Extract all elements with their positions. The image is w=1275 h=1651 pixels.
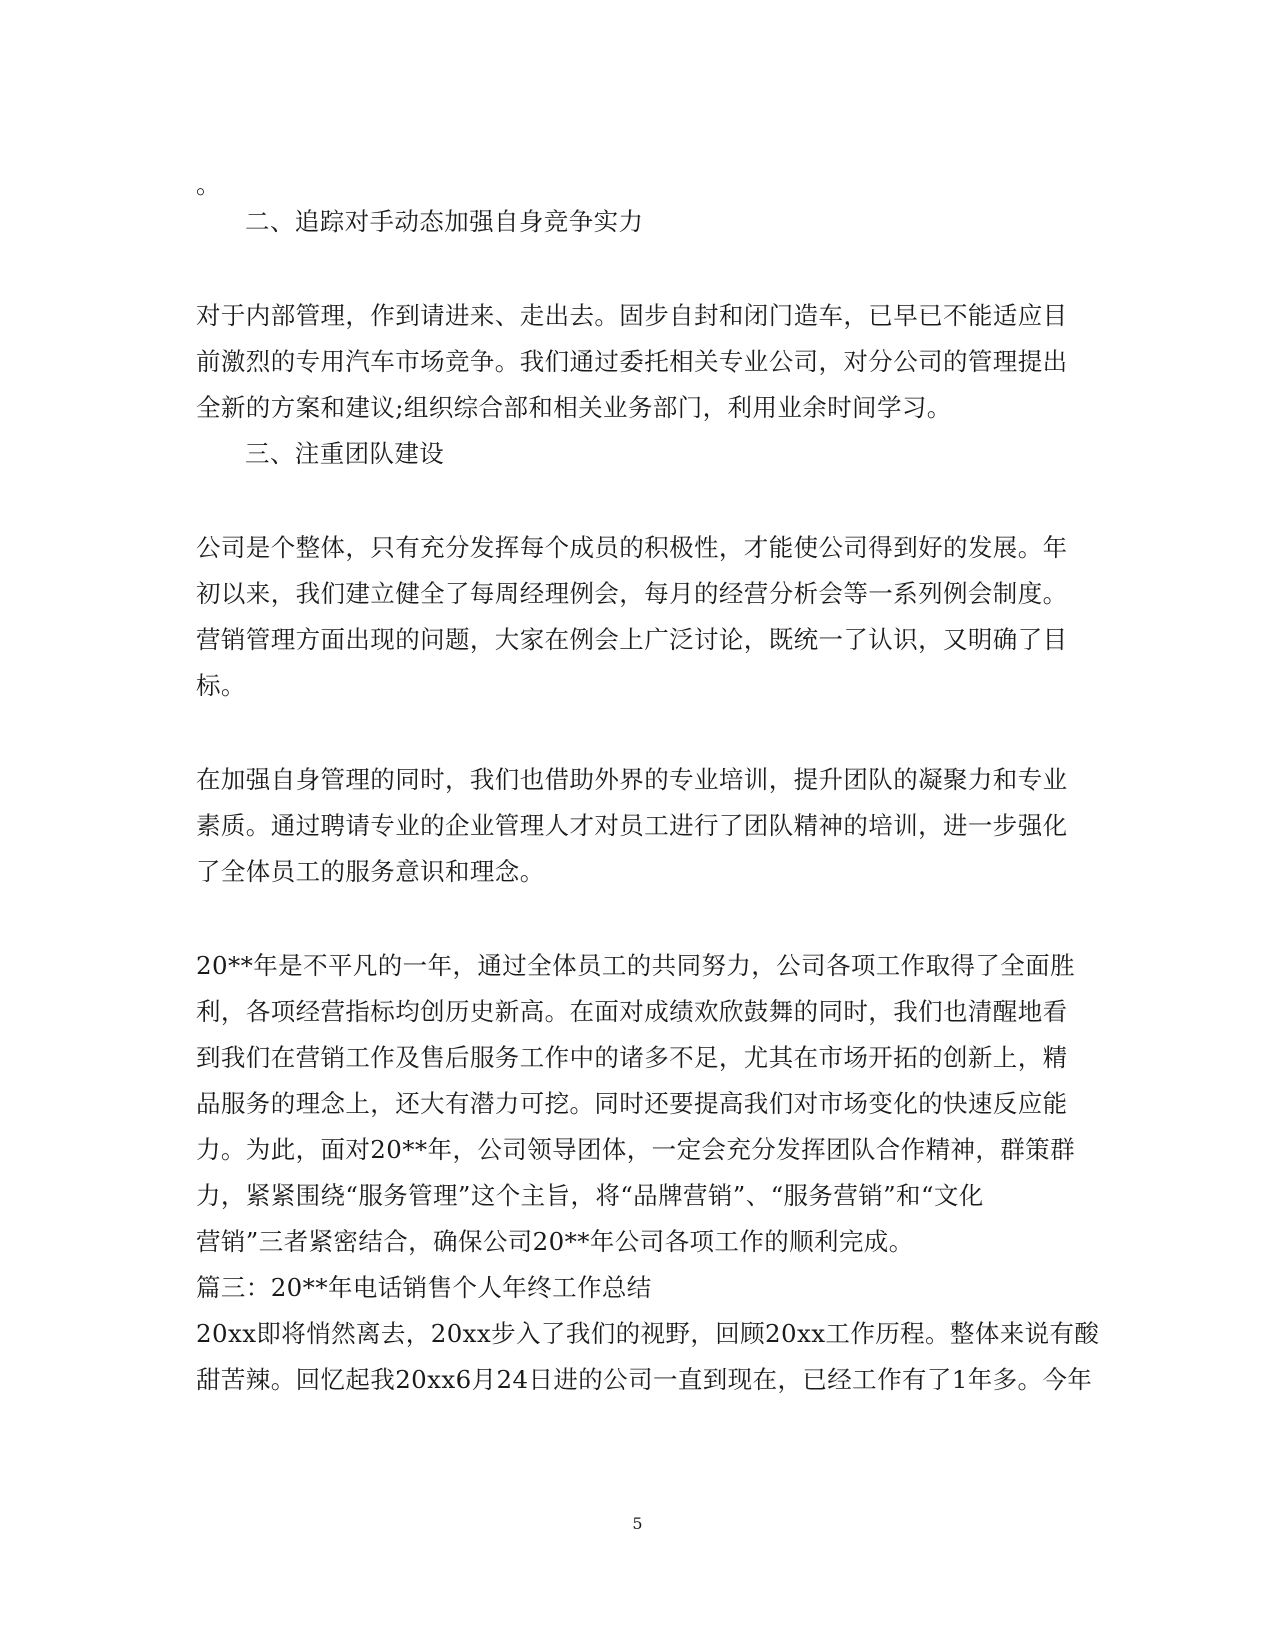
- text-line: 初以来，我们建立健全了每周经理例会，每月的经营分析会等一系列例会制度。: [196, 579, 1068, 608]
- text-line: 到我们在营销工作及售后服务工作中的诸多不足，尤其在市场开拓的创新上，精: [196, 1043, 1068, 1072]
- text-line: 营销管理方面出现的问题，大家在例会上广泛讨论，既统一了认识，又明确了目: [196, 625, 1068, 654]
- page-number: 5: [632, 1514, 643, 1533]
- text-line: 公司是个整体，只有充分发挥每个成员的积极性，才能使公司得到好的发展。年: [196, 533, 1068, 562]
- text-line: 力，紧紧围绕“服务管理”这个主旨，将“品牌营销”、“服务营销”和“文化: [196, 1181, 984, 1210]
- section-heading: 三、注重团队建设: [245, 439, 445, 468]
- section-heading: 二、追踪对手动态加强自身竞争实力: [245, 207, 644, 236]
- text-line: 利，各项经营指标均创历史新高。在面对成绩欢欣鼓舞的同时，我们也清醒地看: [196, 997, 1068, 1026]
- text-line: 营销”三者紧密结合，确保公司20**年公司各项工作的顺利完成。: [196, 1227, 914, 1256]
- text-line: 标。: [196, 671, 246, 700]
- text-line: 素质。通过聘请专业的企业管理人才对员工进行了团队精神的培训，进一步强化: [196, 811, 1068, 840]
- text-line: 甜苦辣。回忆起我20xx6月24日进的公司一直到现在，已经工作有了1年多。今年: [196, 1365, 1093, 1394]
- text-line: 了全体员工的服务意识和理念。: [196, 857, 545, 886]
- text-line: 在加强自身管理的同时，我们也借助外界的专业培训，提升团队的凝聚力和专业: [196, 765, 1068, 794]
- text-line: 20xx即将悄然离去，20xx步入了我们的视野，回顾20xx工作历程。整体来说有酸: [196, 1319, 1100, 1348]
- text-line: 前激烈的专用汽车市场竞争。我们通过委托相关专业公司，对分公司的管理提出: [196, 347, 1068, 376]
- section-title: 篇三：20**年电话销售个人年终工作总结: [196, 1273, 652, 1302]
- text-line: 品服务的理念上，还大有潜力可挖。同时还要提高我们对市场变化的快速反应能: [196, 1089, 1068, 1118]
- text-line: 20**年是不平凡的一年，通过全体员工的共同努力，公司各项工作取得了全面胜: [196, 951, 1075, 980]
- text-line: 力。为此，面对20**年，公司领导团体，一定会充分发挥团队合作精神，群策群: [196, 1135, 1075, 1164]
- text-line: 全新的方案和建议;组织综合部和相关业务部门，利用业余时间学习。: [196, 393, 952, 422]
- text-line: 。: [196, 170, 221, 199]
- text-line: 对于内部管理，作到请进来、走出去。固步自封和闭门造车，已早已不能适应目: [196, 301, 1068, 330]
